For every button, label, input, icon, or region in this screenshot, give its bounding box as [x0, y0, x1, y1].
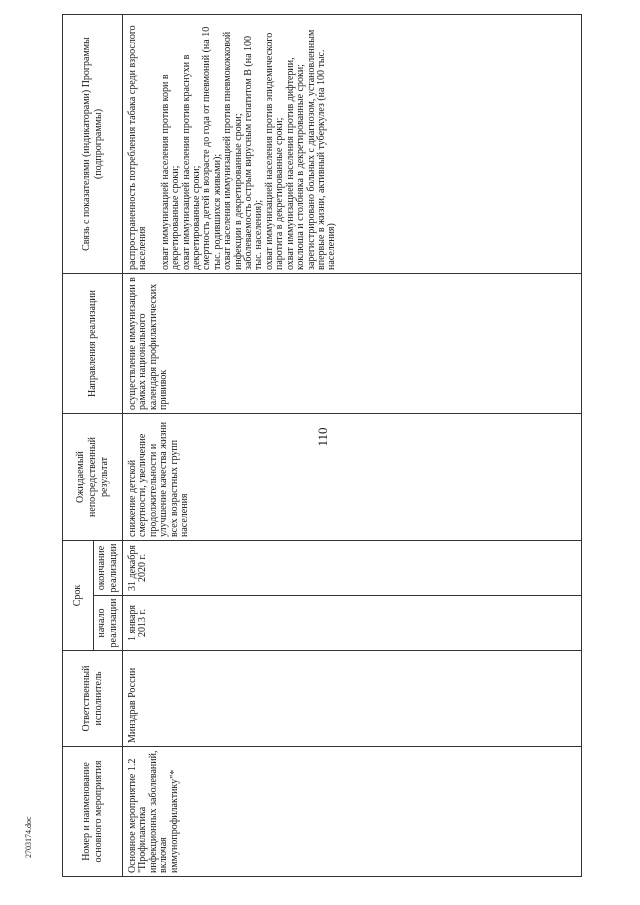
- program-activities-table: [62, 15, 593, 877]
- indicator-item: смертность детей в возрасте до года от пневмоний (на 10 тыс. родившихся живыми);: [201, 26, 223, 270]
- start-date: 1 января 2013 г.: [123, 596, 582, 651]
- indicator-item: зарегистрировано больных с диагнозом, установленным впервые в жизни, активный туберкулез (на 100 тыс. населения): [305, 29, 338, 270]
- implementation-directions: осуществление иммунизации в рамках национального календаря профилактических прививок: [123, 274, 582, 414]
- indicator-item: охват иммунизацией населения против кори в декретированные сроки;: [159, 74, 182, 270]
- indicator-item: охват иммунизацией населения против краснухи в декретированные сроки;: [180, 54, 203, 270]
- indicator-item: охват населения иммунизацией против пневмококковой инфекции в декретированные сроки;: [222, 31, 244, 270]
- indicators-cell: [123, 15, 582, 274]
- header-executor: Ответственный исполнитель: [63, 651, 123, 747]
- indicator-item: охват иммунизацией населения против эпидемического паротита в декретированные сроки;: [263, 32, 286, 270]
- indicator-continued: распространенность потребления табака среди взрослого населения: [127, 25, 149, 270]
- header-start: начало реализации: [94, 596, 123, 651]
- indicator-item: заболеваемость острым вирусным гепатитом В (на 100 тыс. населения);: [243, 35, 265, 270]
- header-number-name: Номер и наименование основного мероприятия: [63, 747, 123, 877]
- header-term: Срок: [63, 541, 94, 651]
- header-end: окончание реализации: [94, 541, 123, 596]
- page-number: 110: [315, 427, 330, 447]
- header-expected-result: Ожидаемый непосредственный результат: [63, 414, 123, 541]
- footer-doc-code: 2703174.doc: [24, 816, 33, 858]
- responsible-executor: Минздрав России: [123, 651, 582, 747]
- table-row: [123, 15, 582, 877]
- end-date: 31 декабря 2020 г.: [123, 541, 582, 596]
- activity-name: Основное мероприятие 1.2 "Профилактика инфекционных заболеваний, включая иммунопрофилактику"*: [123, 747, 582, 877]
- expected-result: снижение детской смертности, увеличение продолжительности и улучшение качества жизни всех возрастных групп населения: [123, 414, 582, 541]
- indicator-item: охват иммунизацией населения против дифтерии, коклюша и столбняка в декретированные сроки;: [284, 57, 307, 270]
- header-indicators: Связь с показателями (индикаторами) Программы (подпрограммы): [63, 15, 123, 274]
- header-directions: Направления реализации: [63, 274, 123, 414]
